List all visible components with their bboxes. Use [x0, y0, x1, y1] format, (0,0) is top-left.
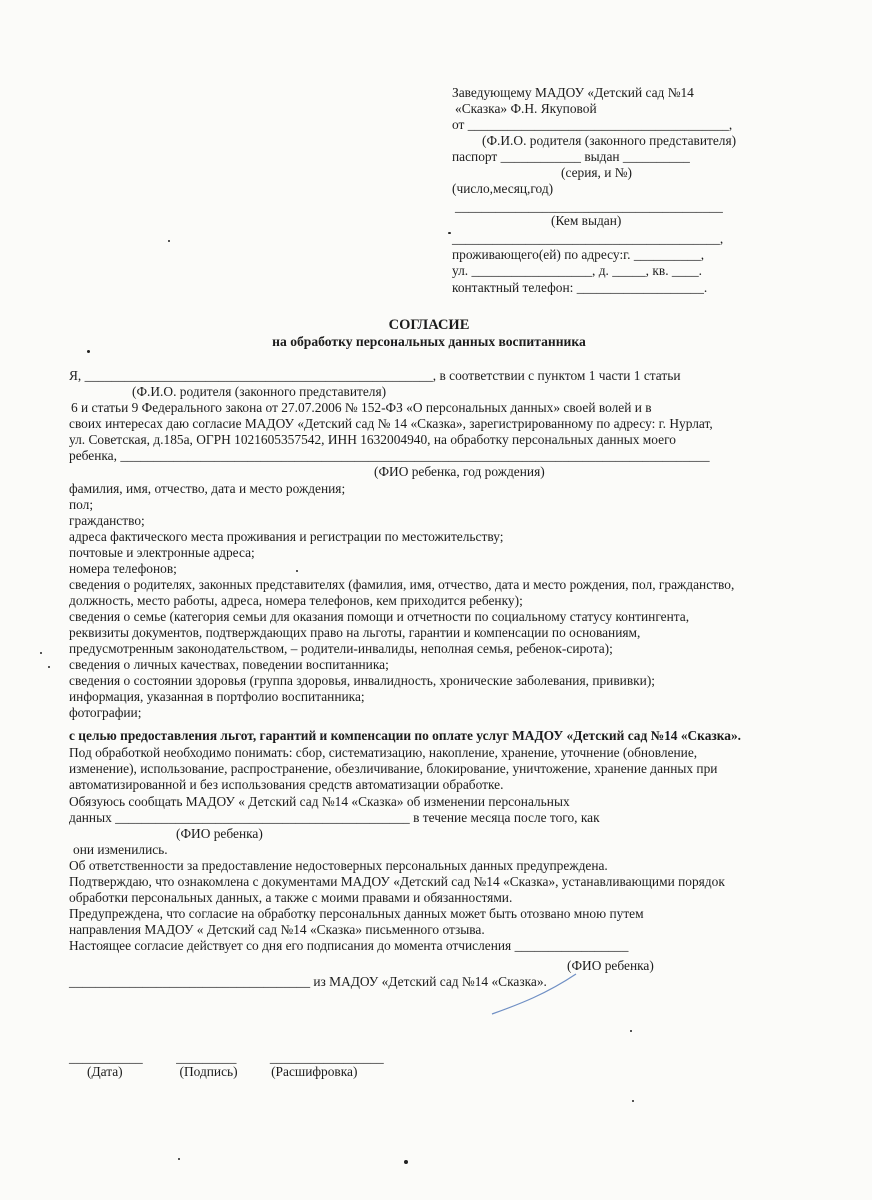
closing-line: Об ответственности за предоставление недостоверных персональных данных предупреждена.	[69, 858, 608, 873]
parent-caption: (Ф.И.О. родителя (законного представителя)	[132, 384, 387, 399]
closing-line: направления МАДОУ « Детский сад №14 «Сказка» письменного отзыва.	[69, 922, 485, 937]
list-item: сведения о личных качествах, поведении воспитанника;	[69, 657, 389, 672]
scan-speck	[448, 232, 451, 234]
blank-line: ________________________________________,	[452, 231, 724, 246]
list-item: фотографии;	[69, 705, 142, 720]
child-caption: (ФИО ребенка, год рождения)	[374, 464, 545, 479]
phone-line: контактный телефон: ___________________.	[452, 280, 708, 295]
list-item: сведения о состоянии здоровья (группа здоровья, инвалидность, хронические заболевания, прививки);	[69, 673, 656, 688]
closing-line: Настоящее согласие действует со дня его подписания до момента отчисления _________________	[69, 938, 629, 953]
addressee-line-1: Заведующему МАДОУ «Детский сад №14	[452, 85, 694, 100]
list-item: информация, указанная в портфолио воспитанника;	[69, 689, 365, 704]
list-item: реквизиты документов, подтверждающих право на льготы, гарантии и компенсации по основаниям,	[69, 625, 641, 640]
child-name-line: ребенка, ________________________________________________________________________________________	[69, 448, 710, 463]
passport-line: паспорт ____________ выдан __________	[452, 149, 690, 164]
notify-line-4: они изменились.	[73, 842, 168, 857]
intro-line-5: ул. Советская, д.185а, ОГРН 1021605357542, ИНН 1632004940, на обработку персональных данных моего	[69, 432, 676, 447]
list-item: адреса фактического места проживания и регистрации по местожительству;	[69, 529, 504, 544]
list-item: предусмотренным законодательством, – родители-инвалиды, неполная семья, ребенок-сирота);	[69, 641, 613, 656]
list-item: сведения о семье (категория семьи для оказания помощи и отчетности по социальному статусу контингента,	[69, 609, 690, 624]
list-item: номера телефонов;	[69, 561, 177, 576]
purpose-statement: с целью предоставления льгот, гарантий и компенсации по оплате услуг МАДОУ «Детский сад №14 «Сказка».	[69, 728, 742, 743]
address-city-line: проживающего(ей) по адресу:г. __________,	[452, 247, 705, 262]
list-item: фамилия, имя, отчество, дата и место рождения;	[69, 481, 346, 496]
document-title: СОГЛАСИЕ	[388, 317, 470, 333]
document-subtitle: на обработку персональных данных воспитанника	[272, 334, 586, 349]
scan-speck	[632, 1100, 634, 1102]
validity-line: ____________________________________ из МАДОУ «Детский сад №14 «Сказка».	[69, 974, 547, 989]
addressee-line-2: «Сказка» Ф.Н. Якуповой	[455, 101, 597, 116]
intro-line-1: Я, ____________________________________________________, в соответствии с пунктом 1 части 1 статьи	[69, 368, 681, 383]
list-container	[69, 481, 829, 721]
processing-line: Под обработкой необходимо понимать: сбор, систематизацию, накопление, хранение, уточнение (обновление,	[69, 745, 698, 760]
scan-speck	[630, 1030, 632, 1032]
processing-paragraph	[69, 745, 829, 793]
list-item: почтовые и электронные адреса;	[69, 545, 255, 560]
processing-line: автоматизированной и без использования средств автоматизации обработке.	[69, 777, 504, 792]
validity-child-caption: (ФИО ребенка)	[567, 958, 654, 973]
intro-line-3: 6 и статьи 9 Федерального закона от 27.07.2006 № 152-ФЗ «О персональных данных» своей волей и в	[71, 400, 652, 415]
notify-line-1: Обязуюсь сообщать МАДОУ « Детский сад №14 «Сказка» об изменении персональных	[69, 794, 570, 809]
scan-speck	[296, 570, 298, 572]
intro-line-4: своих интересах даю согласие МАДОУ «Детский сад № 14 «Сказка», зарегистрированному по адресу: г. Нурлат,	[69, 416, 713, 431]
from-line: от _______________________________________,	[452, 117, 733, 132]
scan-speck	[178, 1158, 180, 1160]
issued-by-line: ________________________________________	[455, 199, 723, 214]
list-item: сведения о родителях, законных представителях (фамилия, имя, отчество, дата и место рождения, пол, гражданство,	[69, 577, 735, 592]
scan-speck	[48, 666, 50, 668]
closing-line: Подтверждаю, что ознакомлена с документами МАДОУ «Детский сад №14 «Сказка», устанавливающими порядок	[69, 874, 725, 889]
issued-by-caption: (Кем выдан)	[551, 213, 622, 228]
date-caption: (число,месяц,год)	[452, 181, 554, 196]
signature-labels: (Дата) (Подпись) (Расшифровка)	[87, 1064, 358, 1079]
list-item: гражданство;	[69, 513, 145, 528]
parent-name-caption: (Ф.И.О. родителя (законного представителя)	[482, 133, 737, 148]
signature-lines: ___________ _________ _________________	[69, 1050, 384, 1065]
scan-speck	[40, 652, 42, 654]
passport-caption: (серия, и №)	[561, 165, 632, 180]
processing-line: изменение), использование, распространение, обезличивание, блокирование, уничтожение, хранение данных при	[69, 761, 718, 776]
address-street-line: ул. __________________, д. _____, кв. ____.	[452, 263, 703, 278]
scan-speck	[168, 240, 170, 242]
list-item: должность, место работы, адреса, номера телефонов, кем приходится ребенку);	[69, 593, 523, 608]
scan-speck	[87, 350, 90, 353]
notify-child-caption: (ФИО ребенка)	[176, 826, 263, 841]
list-item: пол;	[69, 497, 94, 512]
closing-line: обработки персональных данных, а также с моими правами и обязанностями.	[69, 890, 513, 905]
pen-stroke-mark	[490, 968, 580, 1018]
closing-paragraph	[69, 858, 829, 954]
closing-line: Предупреждена, что согласие на обработку персональных данных может быть отозвано мною путем	[69, 906, 644, 921]
scan-speck	[404, 1160, 408, 1164]
notify-line-2: данных ____________________________________________ в течение месяца после того, как	[69, 810, 600, 825]
